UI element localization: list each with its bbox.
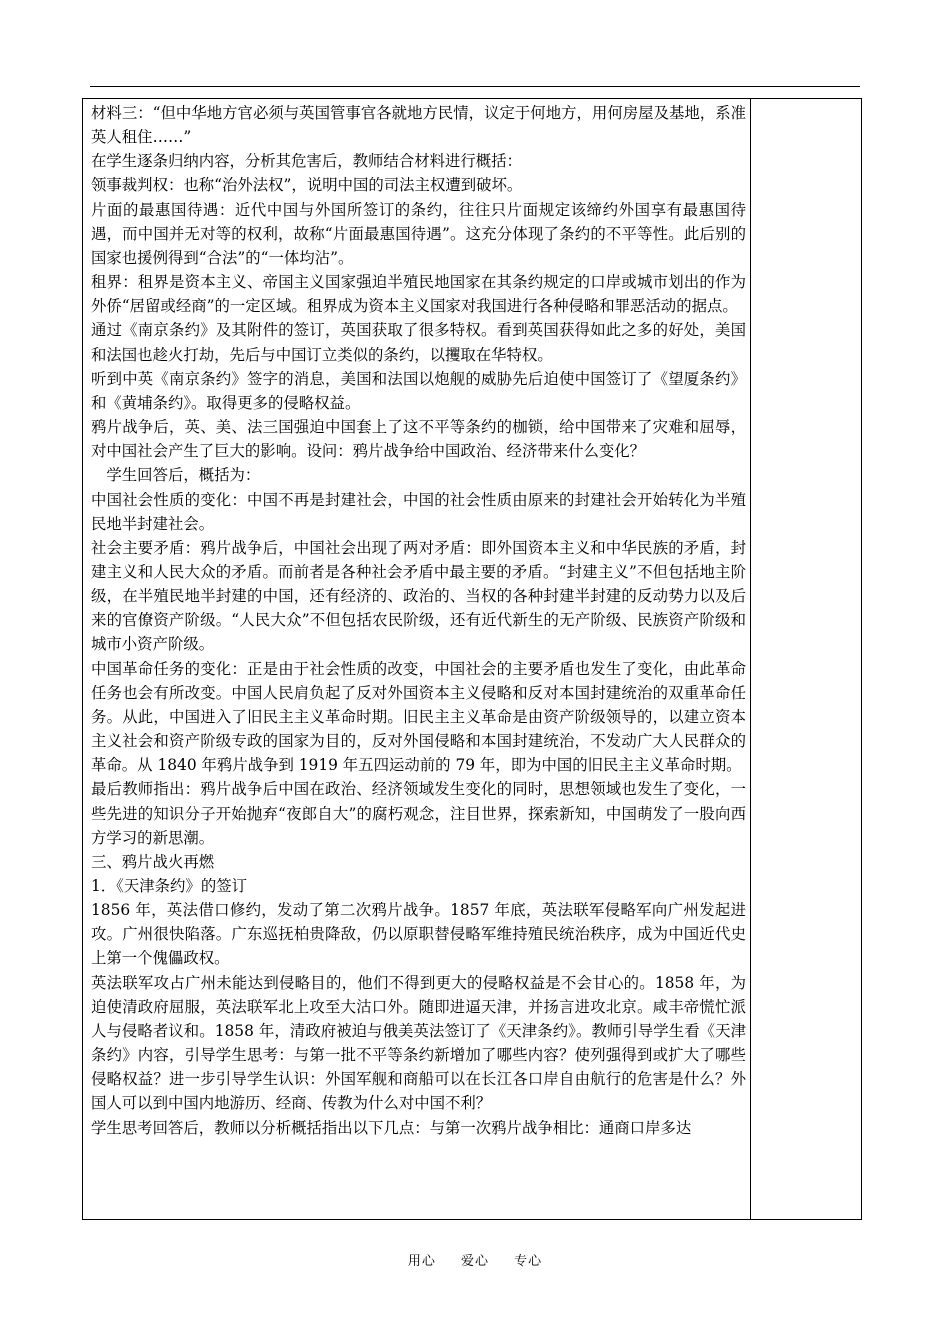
paragraph-revolution-tasks: 中国革命任务的变化：正是由于社会性质的改变，中国社会的主要矛盾也发生了变化，由此革命任务也会有所改变。中国人民肩负起了反对外国资本主义侵略和反对本国封建统治的双重革命任务。从此，中国进入了旧民主主义革命时期。旧民主主义革命是由资产阶级领导的，以建立资本主义社会和资产阶级专政的国家为目的，反对外国侵略和本国封建统治，不发动广大人民群众的革命。从 1840 年鸦片战争到 1919 年五四运动前的 79 年，即为中国的旧民主主义革命时期。 bbox=[91, 659, 746, 775]
paragraph-tianjin-treaty-signing: 英法联军攻占广州未能达到侵略目的，他们不得到更大的侵略权益是不会甘心的。1858 年，为迫使清政府屈服，英法联军北上攻至大沽口外。随即进逼天津，并扬言进攻北京。咸丰帝慌忙派人与侵略者议和。1858 年，清政府被迫与俄美英法签订了《天津条约》。教师引导学生看《天津条约》内容，引导学生思考：与第一批不平等条约新增加了哪些内容？使列强得到或扩大了哪些侵略权益？进一步引导学生认识：外国军舰和商船可以在长江各口岸自由航行的危害是什么？外国人可以到中国内地游历、经商、传教为什么对中国不利？ bbox=[91, 973, 746, 1113]
paragraph-main-contradictions: 社会主要矛盾：鸦片战争后，中国社会出现了两对矛盾：即外国资本主义和中华民族的矛盾，封建主义和人民大众的矛盾。而前者是各种社会矛盾中最主要的矛盾。“封建主义”不但包括地主阶级，在半殖民地半封建的中国，还有经济的、政治的、当权的各种封建半封建的反动势力以及后来的官僚资产阶级。“人民大众”不但包括农民阶级，还有近代新生的无产阶级、民族资产阶级和城市小资产阶级。 bbox=[91, 538, 746, 654]
page-footer bbox=[0, 1250, 950, 1269]
paragraph-concessions: 租界：租界是资本主义、帝国主义国家强迫半殖民地国家在其条约规定的口岸或城市划出的作为外侨“居留或经商”的一定区域。租界成为资本主义国家对我国进行各种侵略和罪恶活动的据点。 bbox=[91, 273, 746, 316]
paragraph-most-favored-nation: 片面的最惠国待遇：近代中国与外国所签订的条约，往往只片面规定该缔约外国享有最惠国待遇，而中国并无对等的权利，故称“片面最惠国待遇”。这充分体现了条约的不平等性。此后别的国家也援例得到“合法”的“一体均沾”。 bbox=[91, 200, 746, 267]
footer-item-2: 爱心 bbox=[460, 1254, 489, 1269]
paragraph-teacher-summary-intro: 在学生逐条归纳内容，分析其危害后，教师结合材料进行概括： bbox=[91, 152, 522, 171]
section-heading-opium-war-reignites: 三、鸦片战火再燃 bbox=[91, 852, 215, 871]
lesson-content bbox=[91, 101, 746, 1217]
paragraph-student-answer: 学生回答后，概括为： bbox=[106, 466, 261, 485]
paragraph-material-3: 材料三：“但中华地方官必须与英国管事官各就地方民情，议定于何地方，用何房屋及基地，系准英人租住……” bbox=[91, 104, 746, 147]
column-divider bbox=[750, 99, 751, 1219]
paragraph-second-opium-war: 1856 年，英法借口修约，发动了第二次鸦片战争。1857 年底，英法联军侵略军向广州发起进攻。广州很快陷落。广东巡抚柏贵降敌，仍以原职替侵略军维持殖民统治秩序，成为中国近代史上第一个傀儡政权。 bbox=[91, 901, 746, 968]
footer-item-3: 专心 bbox=[514, 1254, 543, 1269]
paragraph-impact-question: 鸦片战争后，英、美、法三国强迫中国套上了这不平等条约的枷锁，给中国带来了灾难和屈辱，对中国社会产生了巨大的影响。设问：鸦片战争给中国政治、经济带来什么变化？ bbox=[91, 418, 746, 461]
paragraph-ideology-change: 最后教师指出：鸦片战争后中国在政治、经济领域发生变化的同时，思想领域也发生了变化，一些先进的知识分子开始抛弃“夜郎自大”的腐朽观念，注目世界，探索新知，中国萌发了一股向西方学习的新思潮。 bbox=[91, 780, 746, 847]
paragraph-wanghia-whampoa: 听到中英《南京条约》签字的消息，美国和法国以炮舰的威胁先后迫使中国签订了《望厦条约》和《黄埔条约》。取得更多的侵略权益。 bbox=[91, 369, 746, 412]
lesson-table bbox=[82, 98, 862, 1220]
paragraph-consular-jurisdiction: 领事裁判权：也称“治外法权”，说明中国的司法主权遭到破坏。 bbox=[91, 176, 523, 195]
footer-item-1: 用心 bbox=[407, 1254, 436, 1269]
paragraph-treaty-of-nanjing: 通过《南京条约》及其附件的签订，英国获取了很多特权。看到英国获得如此之多的好处，美国和法国也趁火打劫，先后与中国订立类似的条约，以攫取在华特权。 bbox=[91, 321, 746, 364]
header-rule bbox=[90, 86, 860, 87]
subheading-treaty-of-tianjin: 1．《天津条约》的签订 bbox=[91, 877, 247, 895]
paragraph-social-nature: 中国社会性质的变化：中国不再是封建社会，中国的社会性质由原来的封建社会开始转化为半殖民地半封建社会。 bbox=[91, 490, 746, 533]
paragraph-teacher-analysis: 学生思考回答后，教师以分析概括指出以下几点：与第一次鸦片战争相比：通商口岸多达 bbox=[91, 1118, 692, 1137]
